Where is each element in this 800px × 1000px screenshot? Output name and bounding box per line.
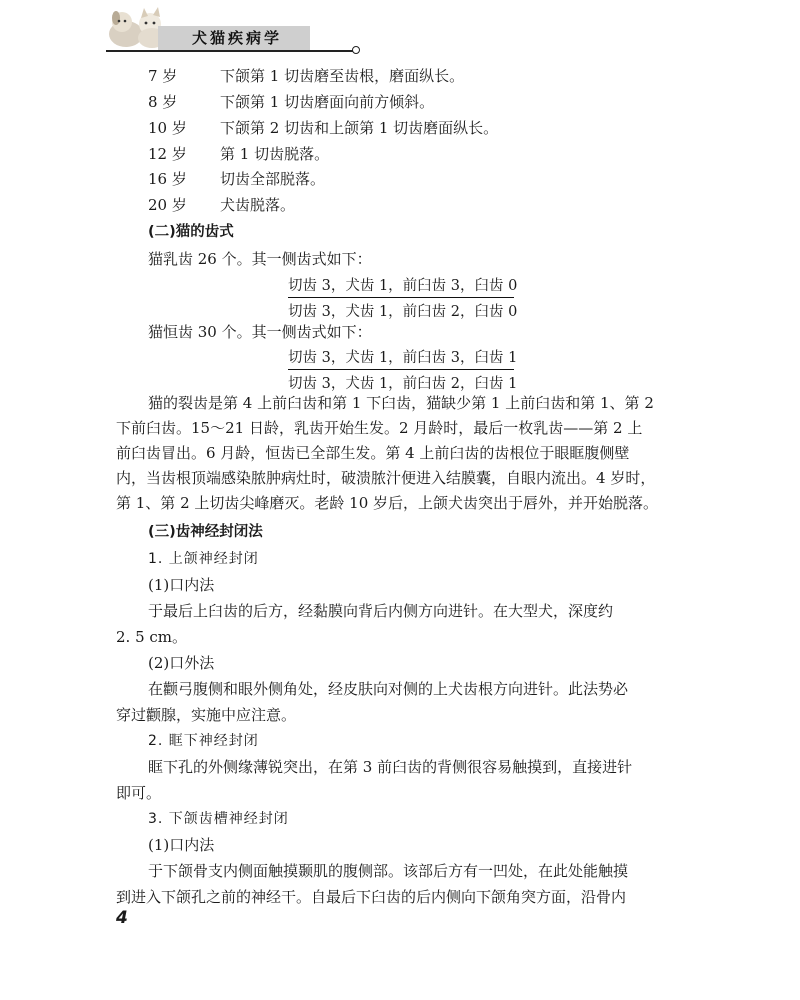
paragraph-line: 猫的裂齿是第 4 上前臼齿和第 1 下臼齿，猫缺少第 1 上前臼齿和第 1、第 2 xyxy=(148,394,654,412)
page-number: 4 xyxy=(116,908,128,928)
formula-lower: 切齿 3，犬齿 1，前臼齿 2，臼齿 0 xyxy=(288,304,518,321)
fraction-bar xyxy=(288,297,514,298)
paragraph-line: 于下颌骨支内侧面触摸颞肌的腹侧部。该部后方有一凹处，在此处能触摸 xyxy=(148,862,629,880)
book-title: 犬猫疾病学 xyxy=(192,29,283,47)
age-description: 犬齿脱落。 xyxy=(220,196,296,214)
age-description: 下颌第 1 切齿磨面向前方倾斜。 xyxy=(220,93,435,111)
age-description: 切齿全部脱落。 xyxy=(220,170,326,188)
paragraph-line: 第 1、第 2 上切齿尖峰磨灭。老龄 10 岁后，上颌犬齿突出于唇外，并开始脱落。 xyxy=(116,494,659,512)
formula-upper: 切齿 3，犬齿 1，前臼齿 3，臼齿 1 xyxy=(288,350,518,366)
deciduous-intro: 猫乳齿 26 个。其一侧齿式如下： xyxy=(148,250,372,268)
paragraph-line: 前臼齿冒出。6 月龄，恒齿已全部生发。第 4 上前臼齿的齿根位于眼眶腹侧壁 xyxy=(116,444,630,462)
header-rule xyxy=(106,50,354,52)
method-heading: (1)口内法 xyxy=(148,576,215,594)
age-label: 8 岁 xyxy=(148,93,178,111)
paragraph-line: 内，当齿根顶端感染脓肿病灶时，破溃脓汁便进入结膜囊，自眼内流出。4 岁时， xyxy=(116,469,656,487)
paragraph-line: 到进入下颌孔之前的神经干。自最后下臼齿的后内侧向下颌角突方面，沿骨内 xyxy=(116,888,627,906)
formula-lower: 切齿 3，犬齿 1，前臼齿 2，臼齿 1 xyxy=(288,376,518,393)
fraction-bar xyxy=(288,369,514,370)
age-label: 7 岁 xyxy=(148,67,178,85)
paragraph-line: 穿过颧腺，实施中应注意。 xyxy=(116,706,297,724)
permanent-dental-formula xyxy=(288,346,517,393)
age-description: 下颌第 2 切齿和上颌第 1 切齿磨面纵长。 xyxy=(220,119,499,137)
deciduous-dental-formula xyxy=(288,274,517,321)
paragraph-line: 于最后上臼齿的后方，经黏膜向背后内侧方向进针。在大型犬，深度约 xyxy=(148,602,614,620)
section-heading: (三)齿神经封闭法 xyxy=(148,524,263,540)
permanent-intro: 猫恒齿 30 个。其一侧齿式如下： xyxy=(148,323,372,341)
method-heading: (1)口内法 xyxy=(148,836,215,854)
method-heading: (2)口外法 xyxy=(148,654,215,672)
formula-upper: 切齿 3，犬齿 1，前臼齿 3，臼齿 0 xyxy=(288,278,518,294)
section-heading: (二)猫的齿式 xyxy=(148,224,234,240)
age-label: 12 岁 xyxy=(148,145,187,163)
subsection-heading: 1. 上颌神经封闭 xyxy=(148,551,259,567)
subsection-heading: 2. 眶下神经封闭 xyxy=(148,733,259,749)
paragraph-line: 下前臼齿。15～21 日龄，乳齿开始生发。2 月龄时，最后一枚乳齿——第 2 上 xyxy=(116,419,643,437)
paragraph-line: 即可。 xyxy=(116,784,162,802)
paragraph-line: 在颧弓腹侧和眼外侧角处，经皮肤向对侧的上犬齿根方向进针。此法势必 xyxy=(148,680,629,698)
age-label: 10 岁 xyxy=(148,119,187,137)
subsection-heading: 3. 下颌齿槽神经封闭 xyxy=(148,811,289,827)
header-rule-end-dot xyxy=(352,46,360,54)
age-label: 16 岁 xyxy=(148,170,187,188)
age-label: 20 岁 xyxy=(148,196,187,214)
age-description: 第 1 切齿脱落。 xyxy=(220,145,330,163)
paragraph-line: 眶下孔的外侧缘薄锐突出，在第 3 前臼齿的背侧很容易触摸到，直接进针 xyxy=(148,758,633,776)
age-description: 下颌第 1 切齿磨至齿根，磨面纵长。 xyxy=(220,67,465,85)
paragraph-line: 2. 5 cm。 xyxy=(116,628,188,646)
